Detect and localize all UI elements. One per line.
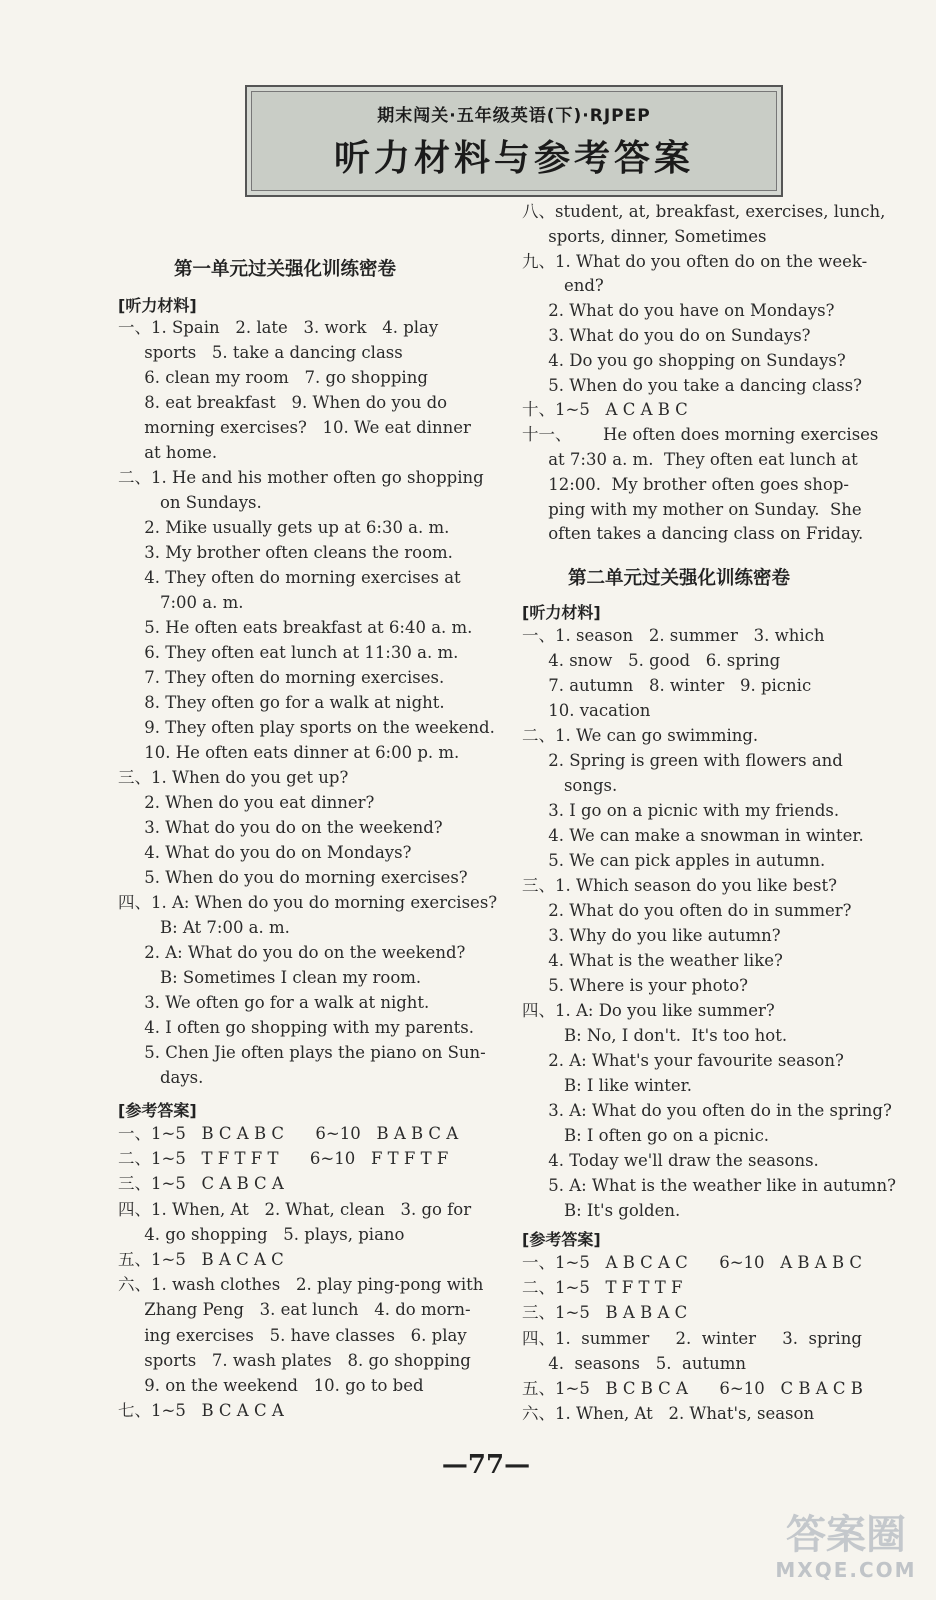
text-line: 十、1~5 A C A B C bbox=[522, 400, 688, 420]
text-line: B: At 7:00 a. m. bbox=[118, 918, 290, 937]
text-line: 4. What is the weather like? bbox=[522, 951, 783, 970]
text-line: 3. My brother often cleans the room. bbox=[118, 543, 453, 562]
text-line: 5. When do you take a dancing class? bbox=[522, 375, 862, 395]
banner-title: 听力材料与参考答案 bbox=[333, 138, 694, 179]
text-line: 二、1. He and his mother often go shopping bbox=[118, 468, 484, 487]
text-line: morning exercises? 10. We eat dinner bbox=[118, 418, 471, 437]
text-line: at home. bbox=[118, 443, 218, 462]
text-line: 2. Spring is green with flowers and bbox=[522, 751, 843, 770]
text-line: 4. seasons 5. autumn bbox=[522, 1353, 746, 1373]
text-line: B: I like winter. bbox=[522, 1076, 692, 1095]
watermark-logo bbox=[766, 1512, 926, 1592]
text-line: 12:00. My brother often goes shop- bbox=[522, 474, 849, 494]
text-line: 9. on the weekend 10. go to bed bbox=[118, 1376, 424, 1395]
text-line: 三、1~5 C A B C A bbox=[118, 1174, 284, 1194]
unit1-section-title: 第一单元过关强化训练密卷 bbox=[174, 259, 397, 280]
text-line: 2. A: What do you do on the weekend? bbox=[118, 943, 466, 962]
text-line: 6. They often eat lunch at 11:30 a. m. bbox=[118, 643, 459, 662]
text-line: B: It's golden. bbox=[522, 1201, 681, 1220]
text-line: 一、1. season 2. summer 3. which bbox=[522, 626, 825, 645]
text-line: 一、1~5 A B C A C 6~10 A B A B C bbox=[522, 1253, 862, 1272]
text-line: days. bbox=[118, 1068, 204, 1087]
watermark-text: 答案圈 bbox=[786, 1512, 906, 1558]
banner-subtitle: 期末闯关·五年级英语(下)·RJPEP bbox=[377, 106, 651, 126]
text-line: 3. We often go for a walk at night. bbox=[118, 993, 430, 1012]
text-line: 4. I often go shopping with my parents. bbox=[118, 1018, 475, 1037]
text-line: 4. go shopping 5. plays, piano bbox=[118, 1224, 405, 1244]
text-line: 5. Where is your photo? bbox=[522, 976, 748, 995]
text-line: 九、1. What do you often do on the week- bbox=[522, 251, 868, 271]
text-line: 4. What do you do on Mondays? bbox=[118, 843, 412, 862]
text-line: 4. They often do morning exercises at bbox=[118, 568, 461, 587]
text-line: 5. He often eats breakfast at 6:40 a. m. bbox=[118, 618, 473, 637]
text-line: 4. We can make a snowman in winter. bbox=[522, 826, 864, 845]
text-line: 4. Do you go shopping on Sundays? bbox=[522, 350, 846, 370]
unit2-answers-heading: [参考答案] bbox=[522, 1230, 601, 1249]
text-line: 2. What do you have on Mondays? bbox=[522, 301, 835, 321]
text-line: end? bbox=[522, 276, 604, 296]
text-line: 十一、 He often does morning exercises bbox=[522, 425, 879, 445]
text-line: B: I often go on a picnic. bbox=[522, 1126, 770, 1145]
text-line: 4. Today we'll draw the seasons. bbox=[522, 1151, 819, 1170]
unit2-section-title: 第二单元过关强化训练密卷 bbox=[568, 568, 791, 589]
text-line: 7. autumn 8. winter 9. picnic bbox=[522, 676, 812, 695]
text-line: on Sundays. bbox=[118, 493, 262, 512]
text-line: 2. Mike usually gets up at 6:30 a. m. bbox=[118, 518, 450, 537]
text-line: 二、1. We can go swimming. bbox=[522, 726, 759, 745]
text-line: 一、1. Spain 2. late 3. work 4. play bbox=[118, 318, 439, 337]
page-number: —77— bbox=[441, 1450, 531, 1480]
text-line: ing exercises 5. have classes 6. play bbox=[118, 1325, 467, 1345]
text-line: 二、1~5 T F T F T 6~10 F T F T F bbox=[118, 1149, 449, 1169]
text-line: 四、1. summer 2. winter 3. spring bbox=[522, 1328, 862, 1348]
header-banner bbox=[245, 85, 783, 197]
text-line: 5. When do you do morning exercises? bbox=[118, 868, 468, 887]
unit2-listening-heading: [听力材料] bbox=[522, 603, 601, 622]
text-line: songs. bbox=[522, 776, 618, 795]
text-line: 8. eat breakfast 9. When do you do bbox=[118, 393, 448, 412]
text-line: 六、1. wash clothes 2. play ping-pong with bbox=[118, 1275, 484, 1295]
text-line: 8. They often go for a walk at night. bbox=[118, 693, 445, 712]
text-line: 五、1~5 B C B C A 6~10 C B A C B bbox=[522, 1379, 863, 1398]
watermark-url: MXQE.COM bbox=[775, 1558, 917, 1582]
text-line: sports 7. wash plates 8. go shopping bbox=[118, 1350, 471, 1370]
text-line: 5. A: What is the weather like in autumn? bbox=[522, 1176, 896, 1195]
text-line: 5. Chen Jie often plays the piano on Sun- bbox=[118, 1043, 486, 1062]
text-line: 四、1. When, At 2. What, clean 3. go for bbox=[118, 1199, 472, 1219]
text-line: 七、1~5 B C A C A bbox=[118, 1401, 284, 1421]
text-line: B: No, I don't. It's too hot. bbox=[522, 1026, 788, 1045]
text-line: ping with my mother on Sunday. She bbox=[522, 499, 862, 519]
text-line: 4. snow 5. good 6. spring bbox=[522, 651, 781, 670]
text-line: 7. They often do morning exercises. bbox=[118, 668, 445, 687]
text-line: often takes a dancing class on Friday. bbox=[522, 524, 864, 544]
text-line: 四、1. A: When do you do morning exercises? bbox=[118, 893, 498, 912]
text-line: 二、1~5 T F T T F bbox=[522, 1278, 683, 1298]
text-line: 3. What do you do on the weekend? bbox=[118, 818, 443, 837]
text-line: 2. What do you often do in summer? bbox=[522, 901, 852, 920]
text-line: 10. He often eats dinner at 6:00 p. m. bbox=[118, 743, 460, 762]
text-line: 2. When do you eat dinner? bbox=[118, 793, 375, 812]
text-line: 3. A: What do you often do in the spring? bbox=[522, 1101, 892, 1120]
text-line: 五、1~5 B A C A C bbox=[118, 1250, 284, 1269]
text-line: 3. What do you do on Sundays? bbox=[522, 326, 811, 345]
text-line: 一、1~5 B C A B C 6~10 B A B C A bbox=[118, 1124, 459, 1143]
text-line: B: Sometimes I clean my room. bbox=[118, 968, 422, 987]
text-line: 六、1. When, At 2. What's, season bbox=[522, 1404, 815, 1424]
unit1-answers-heading: [参考答案] bbox=[118, 1101, 197, 1120]
text-line: 3. I go on a picnic with my friends. bbox=[522, 801, 840, 820]
text-line: 3. Why do you like autumn? bbox=[522, 926, 781, 945]
text-line: 10. vacation bbox=[522, 701, 651, 720]
text-line: 三、1~5 B A B A C bbox=[522, 1303, 688, 1323]
text-line: 7:00 a. m. bbox=[118, 593, 244, 612]
text-line: 三、1. Which season do you like best? bbox=[522, 876, 838, 895]
text-line: 八、student, at, breakfast, exercises, lunch, bbox=[522, 202, 886, 221]
text-line: 四、1. A: Do you like summer? bbox=[522, 1001, 775, 1020]
text-line: at 7:30 a. m. They often eat lunch at bbox=[522, 450, 858, 469]
text-line: sports, dinner, Sometimes bbox=[522, 226, 767, 246]
header-banner-inner bbox=[251, 91, 777, 191]
text-line: 2. A: What's your favourite season? bbox=[522, 1051, 844, 1070]
text-line: 三、1. When do you get up? bbox=[118, 768, 349, 787]
text-line: sports 5. take a dancing class bbox=[118, 343, 403, 362]
text-line: 9. They often play sports on the weekend. bbox=[118, 718, 495, 737]
text-line: 6. clean my room 7. go shopping bbox=[118, 368, 428, 387]
text-line: Zhang Peng 3. eat lunch 4. do morn- bbox=[118, 1300, 471, 1320]
unit1-listening-heading: [听力材料] bbox=[118, 296, 197, 315]
text-line: 5. We can pick apples in autumn. bbox=[522, 851, 826, 870]
